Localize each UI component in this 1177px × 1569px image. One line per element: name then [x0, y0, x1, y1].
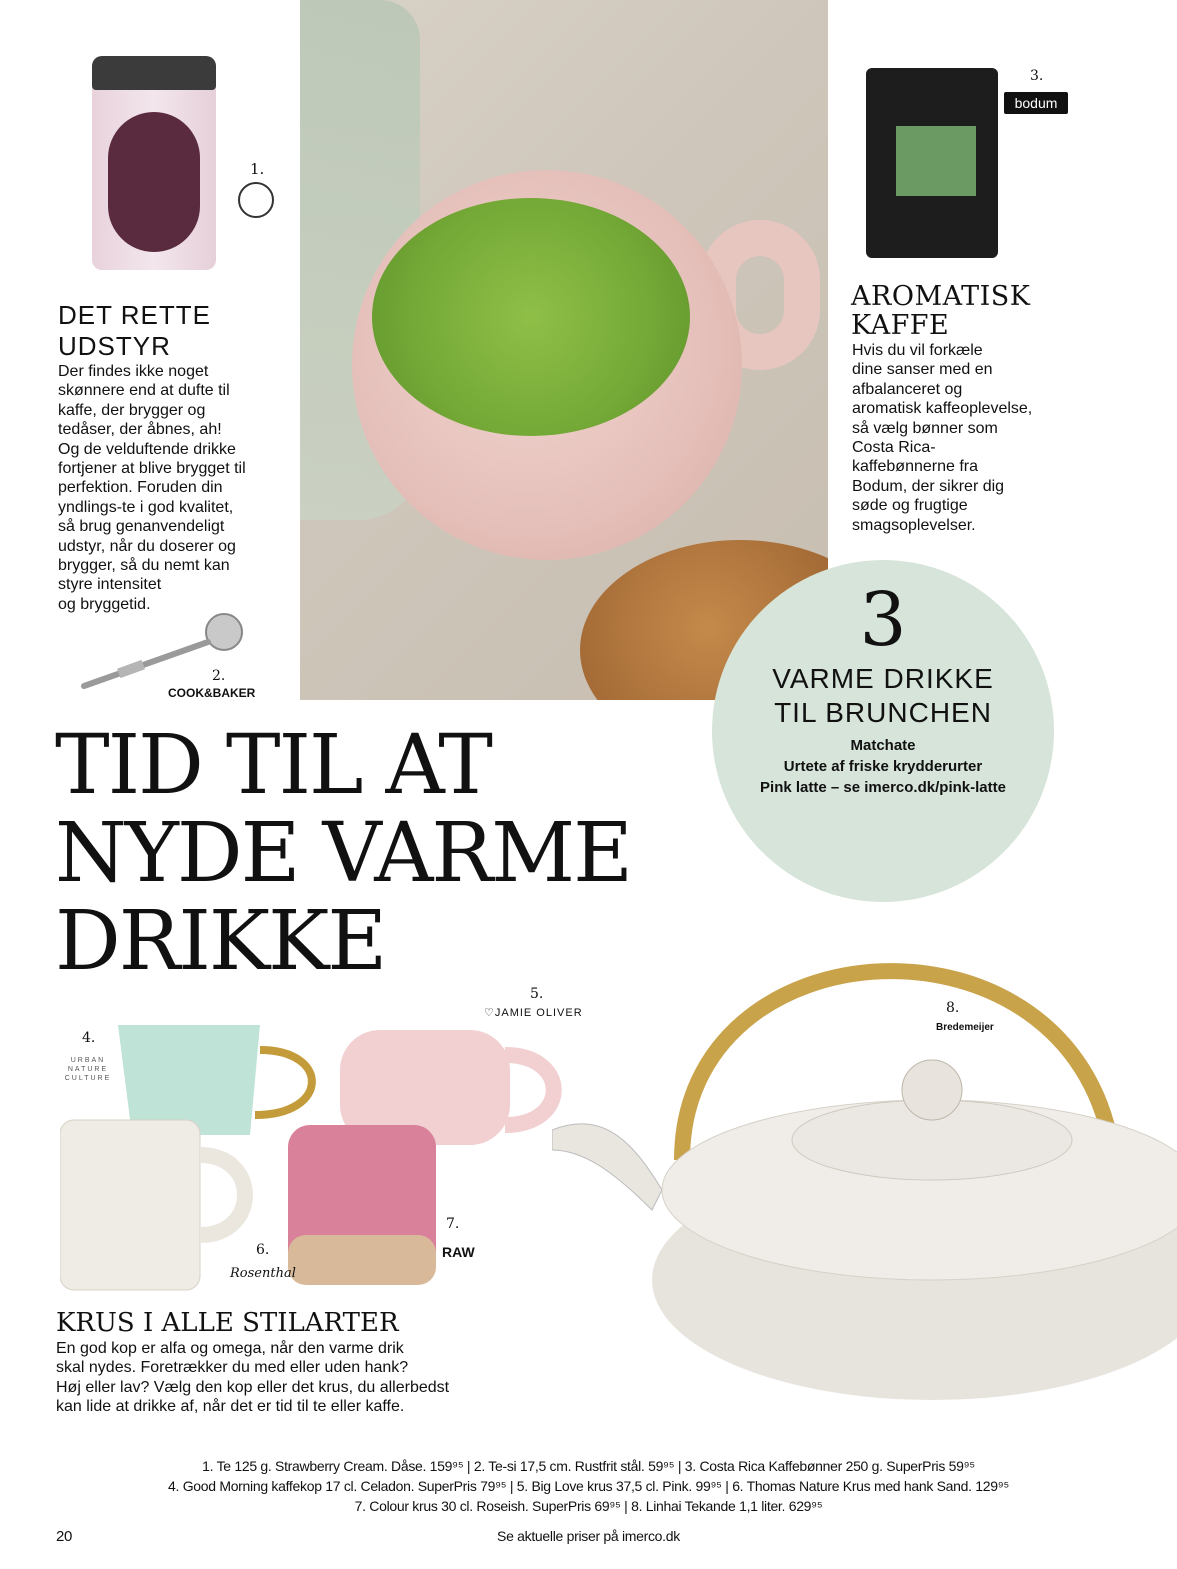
- udstyr-line: tedåser, der åbnes, ah!: [58, 421, 222, 439]
- rosenthal-logo: Rosenthal: [230, 1266, 296, 1281]
- product-number-3: 3.: [1030, 68, 1044, 84]
- kaffe-line: så vælg bønner som: [852, 419, 998, 437]
- udstyr-line: styre intensitet: [58, 576, 162, 594]
- udstyr-line: Der findes ikke noget: [58, 363, 209, 380]
- headline-line-1: TID TIL AT: [55, 718, 491, 813]
- krus-heading: KRUS I ALLE STILARTER: [56, 1308, 399, 1338]
- price-list: [0, 1456, 1177, 1516]
- tin-label: [108, 112, 200, 252]
- udstyr-heading-line-1: DET RETTE: [58, 300, 211, 330]
- kaffe-line: Bodum, der sikrer dig: [852, 477, 1005, 495]
- bodum-logo: bodum: [1004, 92, 1068, 114]
- kaffe-line: Costa Rica-: [852, 439, 936, 457]
- footer-note: Se aktuelle priser på imerco.dk: [497, 1528, 680, 1544]
- krus-line: kan lide at drikke af, når det er tid til te eller kaffe.: [56, 1398, 405, 1416]
- jamie-oliver-logo: ♡JAMIE OLIVER: [484, 1007, 583, 1019]
- tea-tin-image: [92, 56, 216, 270]
- udstyr-line: udstyr, når du doserer og: [58, 537, 236, 555]
- cook-baker-logo: COOK&BAKER: [168, 686, 256, 700]
- kaffe-line: søde og frugtige: [852, 497, 968, 515]
- headline-line-3: DRIKKE: [55, 894, 386, 989]
- bredemeijer-logo: Bredemeijer: [936, 1022, 994, 1033]
- udstyr-line: brygger, så du nemt kan: [58, 557, 230, 575]
- udstyr-line: perfektion. Foruden din: [58, 479, 223, 497]
- raw-logo: RAW: [442, 1244, 475, 1260]
- urban-nature-culture-logo: URBAN NATURE CULTURE: [64, 1057, 112, 1082]
- mugs-image: [60, 1025, 580, 1295]
- circle-list: [712, 735, 1054, 798]
- product-number-7: 7.: [446, 1216, 460, 1232]
- udstyr-line: kaffe, der brygger og: [58, 401, 206, 419]
- udstyr-body: [58, 362, 246, 614]
- udstyr-line: og bryggetid.: [58, 595, 151, 613]
- udstyr-line: skønnere end at dufte til: [58, 382, 230, 400]
- kaffe-line: dine sanser med en: [852, 361, 993, 379]
- product-number-6: 6.: [256, 1242, 270, 1258]
- product-number-1: 1.: [250, 160, 265, 178]
- kaffe-heading: [851, 282, 1030, 340]
- product-number-4: 4.: [82, 1030, 96, 1046]
- circle-item: Pink latte – se imerco.dk/pink-latte: [760, 779, 1006, 796]
- coffee-bag-image: [866, 68, 998, 258]
- headline-line-2: NYDE VARME: [55, 806, 631, 901]
- circle-title-line-1: VARME DRIKKE: [772, 663, 994, 694]
- product-number-8: 8.: [946, 1000, 960, 1016]
- krus-line: skal nydes. Foretrækker du med eller uden hank?: [56, 1359, 409, 1377]
- circle-item: Urtete af friske krydderurter: [783, 758, 983, 775]
- kaffe-body: [852, 341, 1032, 535]
- bag-label-art: [896, 126, 976, 196]
- main-headline: [55, 718, 631, 989]
- teapot-image: [552, 860, 1177, 1400]
- product-number-5: 5.: [530, 986, 544, 1002]
- circle-title-line-2: TIL BRUNCHEN: [774, 697, 992, 728]
- krus-line: En god kop er alfa og omega, når den varme drik: [56, 1340, 404, 1357]
- sperlands-logo-icon: [238, 182, 274, 218]
- kaffe-line: kaffebønnerne fra: [852, 458, 979, 476]
- kaffe-line: afbalanceret og: [852, 380, 963, 398]
- tin-lid: [92, 56, 216, 90]
- kaffe-line: smagsoplevelser.: [852, 516, 976, 534]
- kaffe-line: Hvis du vil forkæle: [852, 342, 983, 359]
- krus-body: [56, 1339, 449, 1417]
- page-number: 20: [56, 1528, 73, 1545]
- udstyr-line: fortjener at blive brygget til: [58, 460, 246, 478]
- circle-item: Matchate: [850, 737, 916, 754]
- kaffe-heading-line-2: KAFFE: [851, 310, 950, 341]
- krus-line: Høj eller lav? Vælg den kop eller det krus, du allerbedst: [56, 1378, 450, 1396]
- price-line-2: 4. Good Morning kaffekop 17 cl. Celadon. SuperPris 79⁹⁵ | 5. Big Love krus 37,5 cl. Pink. 99⁹⁵ | 6. Thomas Nature Krus med hank Sand. 129⁹⁵: [168, 1478, 1009, 1494]
- kaffe-heading-line-1: AROMATISK: [851, 281, 1031, 312]
- kaffe-line: aromatisk kaffeoplevelse,: [852, 400, 1033, 418]
- matcha-surface: [372, 198, 690, 436]
- udstyr-heading: [58, 300, 211, 362]
- circle-number: 3: [859, 577, 907, 663]
- udstyr-line: så brug genanvendeligt: [58, 518, 225, 536]
- udstyr-heading-line-2: UDSTYR: [58, 331, 171, 361]
- udstyr-line: yndlings-te i god kvalitet,: [58, 498, 234, 516]
- product-number-2: 2.: [212, 668, 226, 684]
- udstyr-line: Og de velduftende drikke: [58, 440, 236, 458]
- price-line-1: 1. Te 125 g. Strawberry Cream. Dåse. 159⁹⁵ | 2. Te-si 17,5 cm. Rustfrit stål. 59⁹⁵ | 3. Costa Rica Kaffebønner 250 g. SuperPris 59⁹⁵: [202, 1458, 975, 1474]
- circle-title: [712, 662, 1054, 730]
- price-line-3: 7. Colour krus 30 cl. Roseish. SuperPris 69⁹⁵ | 8. Linhai Tekande 1,1 liter. 629⁹⁵: [354, 1498, 823, 1514]
